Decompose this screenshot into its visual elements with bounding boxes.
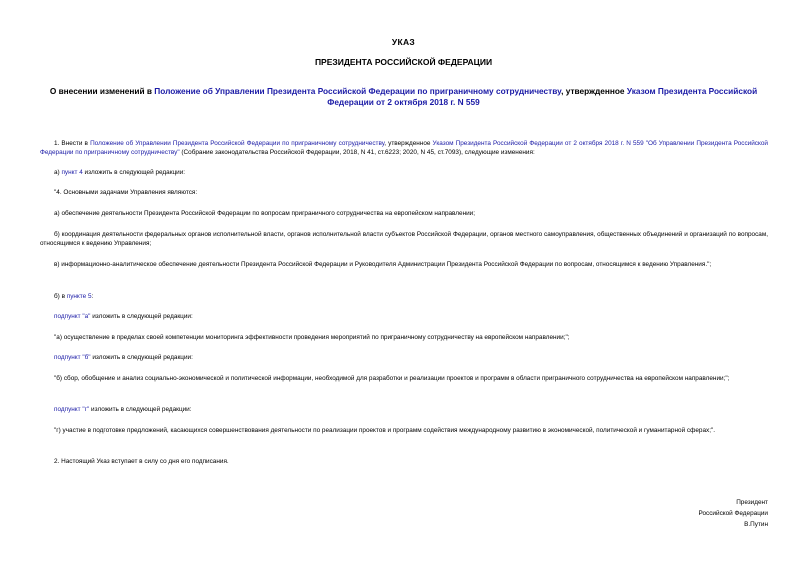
paragraph-12 [40,405,768,414]
subtitle-text-2: , утвержденное [561,86,627,96]
paragraph-2 [40,168,768,177]
paragraph-text: изложить в следующей редакции: [90,354,193,361]
paragraph-9: "а) осуществление в пределах своей компетенции мониторинга эффективности проведения мероприятий по приграничному сотрудничеству на европейском направлении;"; [54,334,570,341]
paragraph-text: : [91,293,94,300]
paragraph-4: а) обеспечение деятельности Президента Российской Федерации по вопросам приграничного сотрудничества на европейском направлении; [54,210,476,217]
paragraph-7 [40,292,768,301]
paragraph-3: "4. Основными задачами Управления являются: [54,189,198,196]
paragraph-13: "г) участие в подготовке предложений, касающихся совершенствования деятельности по реализации проектов и программ содействия международному развитию в экономической, политической и гуманитарной сферах;". [54,427,716,434]
paragraph-1-link-regulation[interactable]: Положение об Управлении Президента Российской Федерации по приграничному сотрудничеству [90,140,385,147]
paragraph-text: изложить в следующей редакции: [90,313,193,320]
subtitle-text-1: О внесении изменений в [49,86,155,96]
subtitle-link-decree[interactable]: Указом Президента Российской Федерации от 2 октября 2018 г. N 559 [327,86,758,107]
link-subpoint-g[interactable]: подпункт "г" [54,406,90,413]
signature-name: В.Путин [744,521,768,528]
paragraph-text: изложить в следующей редакции: [82,169,186,176]
paragraph-text: (Собрание законодательства Российской Федерации, 2018, N 41, ст.6223; 2020, N 45, ст.7093), следующие изменения: [179,149,535,156]
paragraph-text: 1. Внести в [54,140,91,147]
link-subpoint-b[interactable]: подпункт "б" [54,354,91,361]
paragraph-text: изложить в следующей редакции: [89,406,192,413]
signature-title: Президент [736,499,768,506]
paragraph-text: , утвержденное [384,140,433,147]
paragraph-1-link-decree[interactable]: Указом Президента Российской Федерации от 2 октября 2018 г. N 559 "Об Управлении Президента Российской Федерации по приграничному сотрудничеству" [40,140,768,156]
paragraph-11: "б) сбор, обобщение и анализ социально-экономической и политической информации, необходимой для разработки и реализации проектов и программ в области приграничного сотрудничества на европейском направлении;"; [54,375,730,382]
subtitle-link-regulation[interactable]: Положение об Управлении Президента Российской Федерации по приграничному сотрудничеству [154,86,562,96]
link-point-4[interactable]: пункт 4 [61,169,83,176]
paragraph-6: в) информационно-аналитическое обеспечение деятельности Президента Российской Федерации и Руководителя Администрации Президента Российской Федерации по вопросам, относящимся к ведению Управления."; [54,261,712,268]
signature-block [699,497,769,530]
paragraph-text: б) в [54,293,67,300]
paragraph-14: 2. Настоящий Указ вступает в силу со дня его подписания. [54,458,229,465]
paragraph-10 [40,353,768,362]
paragraph-text: а) [54,169,62,176]
document-issuer-title: ПРЕЗИДЕНТА РОССИЙСКОЙ ФЕДЕРАЦИИ [314,57,493,67]
link-subpoint-a[interactable]: подпункт "а" [54,313,91,320]
paragraph-5: б) координация деятельности федеральных органов исполнительной власти, органов исполнительной власти субъектов Российской Федерации, органов местного самоуправления, общественных объединений и организаций по вопросам, относящимся к ведению Управления; [40,231,768,247]
link-point-5[interactable]: пункте 5 [66,293,92,300]
document-type-title: УКАЗ [391,37,416,47]
document-subtitle [46,86,761,108]
paragraph-1 [40,139,768,157]
paragraph-8 [40,312,768,321]
signature-country: Российской Федерации [698,510,768,517]
